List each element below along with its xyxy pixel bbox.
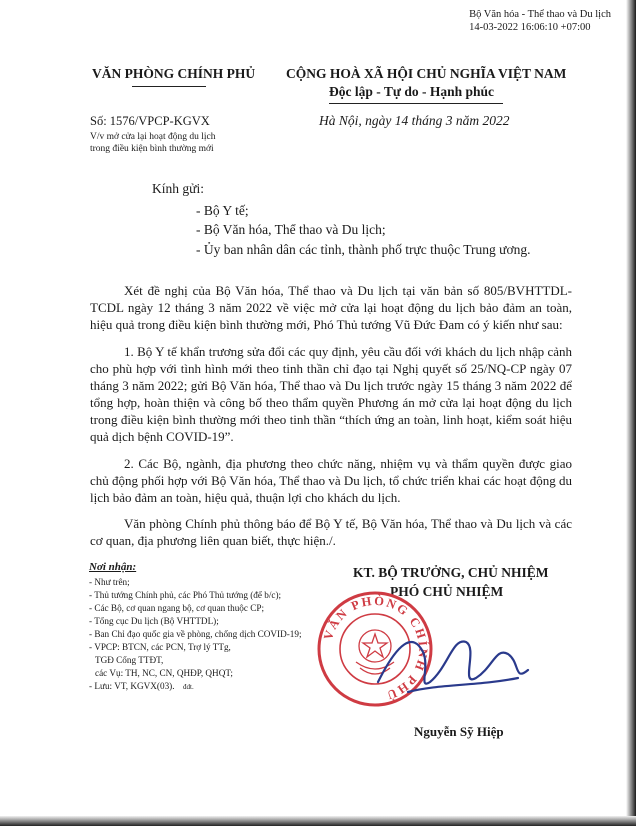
motto-underline — [329, 103, 503, 104]
noi-nhan-item: đdt. — [183, 683, 194, 691]
noi-nhan-item: - Lưu: VT, KGVX(03). — [89, 681, 175, 691]
seal-text: VĂN PHÒNG CHÍNH PHỦ — [320, 593, 431, 703]
noi-nhan-title: Nơi nhận: — [89, 561, 137, 573]
subject-line: V/v mở cửa lại hoạt động du lịch — [90, 132, 216, 142]
noi-nhan-item: các Vụ: TH, NC, CN, QHĐP, QHQT; — [95, 668, 233, 678]
noi-nhan-item: TGĐ Cổng TTĐT, — [95, 655, 164, 665]
digital-signature-stamp — [469, 8, 611, 34]
body-item-2 — [90, 455, 572, 506]
noi-nhan-item: - Tổng cục Du lịch (Bộ VHTTDL); — [89, 616, 219, 626]
signature-subtitle: PHÓ CHỦ NHIỆM — [390, 584, 504, 599]
paragraph-text: 1. Bộ Y tế khẩn trương sửa đổi các quy định, yêu cầu đối với khách du lịch nhập cảnh cho phù hợp với tình hình mới theo tinh thần chỉ đạo tại Nghị quyết số 25/NQ-CP ngày 07 tháng 3 năm 2022; gửi Bộ Văn hóa, Thể thao và Du lịch trước ngày 15 tháng 3 năm 2022 để tổng hợp, hoàn thiện và công bố theo thẩm quyền Phương án mở cửa lại hoạt động du lịch trong điều kiện bình thường mới theo tinh thần “thích ứng an toàn, linh hoạt, kiểm soát hiệu quả dịch bệnh COVID-19”. — [90, 344, 572, 444]
paragraph-text: Xét đề nghị của Bộ Văn hóa, Thể thao và Du lịch tại văn bản số 805/BVHTTDL-TCDL ngày 12 tháng 3 năm 2022 về việc mở cửa lại hoạt động du lịch bảo đảm an toàn, hiệu quả trong điều kiện bình thường mới, Phó Thủ tướng Vũ Đức Đam có ý kiến như sau: — [90, 283, 572, 332]
signature-title: KT. BỘ TRƯỞNG, CHỦ NHIỆM — [353, 565, 549, 580]
agency-underline — [132, 86, 206, 87]
recipient-item: - Bộ Y tế; — [196, 203, 249, 218]
page-edge-shadow-bottom — [0, 816, 636, 826]
recipient-item: - Ủy ban nhân dân các tỉnh, thành phố trực thuộc Trung ương. — [196, 242, 531, 257]
paragraph-text: 2. Các Bộ, ngành, địa phương theo chức năng, nhiệm vụ và thẩm quyền được giao chủ động phối hợp với Bộ Văn hóa, Thể thao và Du lịch, tổ chức triển khai các hoạt động du lịch bảo đảm an toàn, hiệu quả, thuận lợi cho khách du lịch. — [90, 456, 572, 505]
body-intro — [90, 282, 572, 333]
document-number: Số: 1576/VPCP-KGVX — [90, 114, 210, 128]
subject-line: trong điều kiện bình thường mới — [90, 144, 214, 154]
greeting: Kính gửi: — [152, 181, 204, 196]
digital-signature-timestamp: 14-03-2022 16:06:10 +07:00 — [469, 22, 591, 33]
body-closing — [90, 515, 572, 549]
noi-nhan-item: - Thủ tướng Chính phủ, các Phó Thủ tướng (để b/c); — [89, 590, 282, 600]
noi-nhan-item: - Các Bộ, cơ quan ngang bộ, cơ quan thuộc CP; — [89, 603, 265, 613]
document-date: Hà Nội, ngày 14 tháng 3 năm 2022 — [319, 113, 510, 128]
recipient-item: - Bộ Văn hóa, Thể thao và Du lịch; — [196, 222, 386, 237]
issuing-agency: VĂN PHÒNG CHÍNH PHỦ — [92, 66, 256, 81]
handwritten-signature-icon — [368, 612, 538, 712]
document-subject — [90, 131, 215, 155]
paragraph-text: Văn phòng Chính phủ thông báo để Bộ Y tế, Bộ Văn hóa, Thể thao và Du lịch và các cơ quan, địa phương liên quan biết, thực hiện./. — [90, 516, 572, 548]
noi-nhan-item: - Như trên; — [89, 577, 130, 587]
body-item-1 — [90, 343, 572, 445]
signer-name: Nguyễn Sỹ Hiệp — [414, 724, 504, 739]
page-edge-shadow-right — [626, 0, 636, 826]
national-motto: Độc lập - Tự do - Hạnh phúc — [329, 84, 495, 99]
noi-nhan-item: - Ban Chỉ đạo quốc gia về phòng, chống dịch COVID-19; — [89, 629, 302, 639]
digital-signature-org: Bộ Văn hóa - Thể thao và Du lịch — [469, 9, 611, 20]
national-title: CỘNG HOÀ XÃ HỘI CHỦ NGHĨA VIỆT NAM — [286, 66, 567, 81]
noi-nhan-item: - VPCP: BTCN, các PCN, Trợ lý TTg, — [89, 642, 231, 652]
